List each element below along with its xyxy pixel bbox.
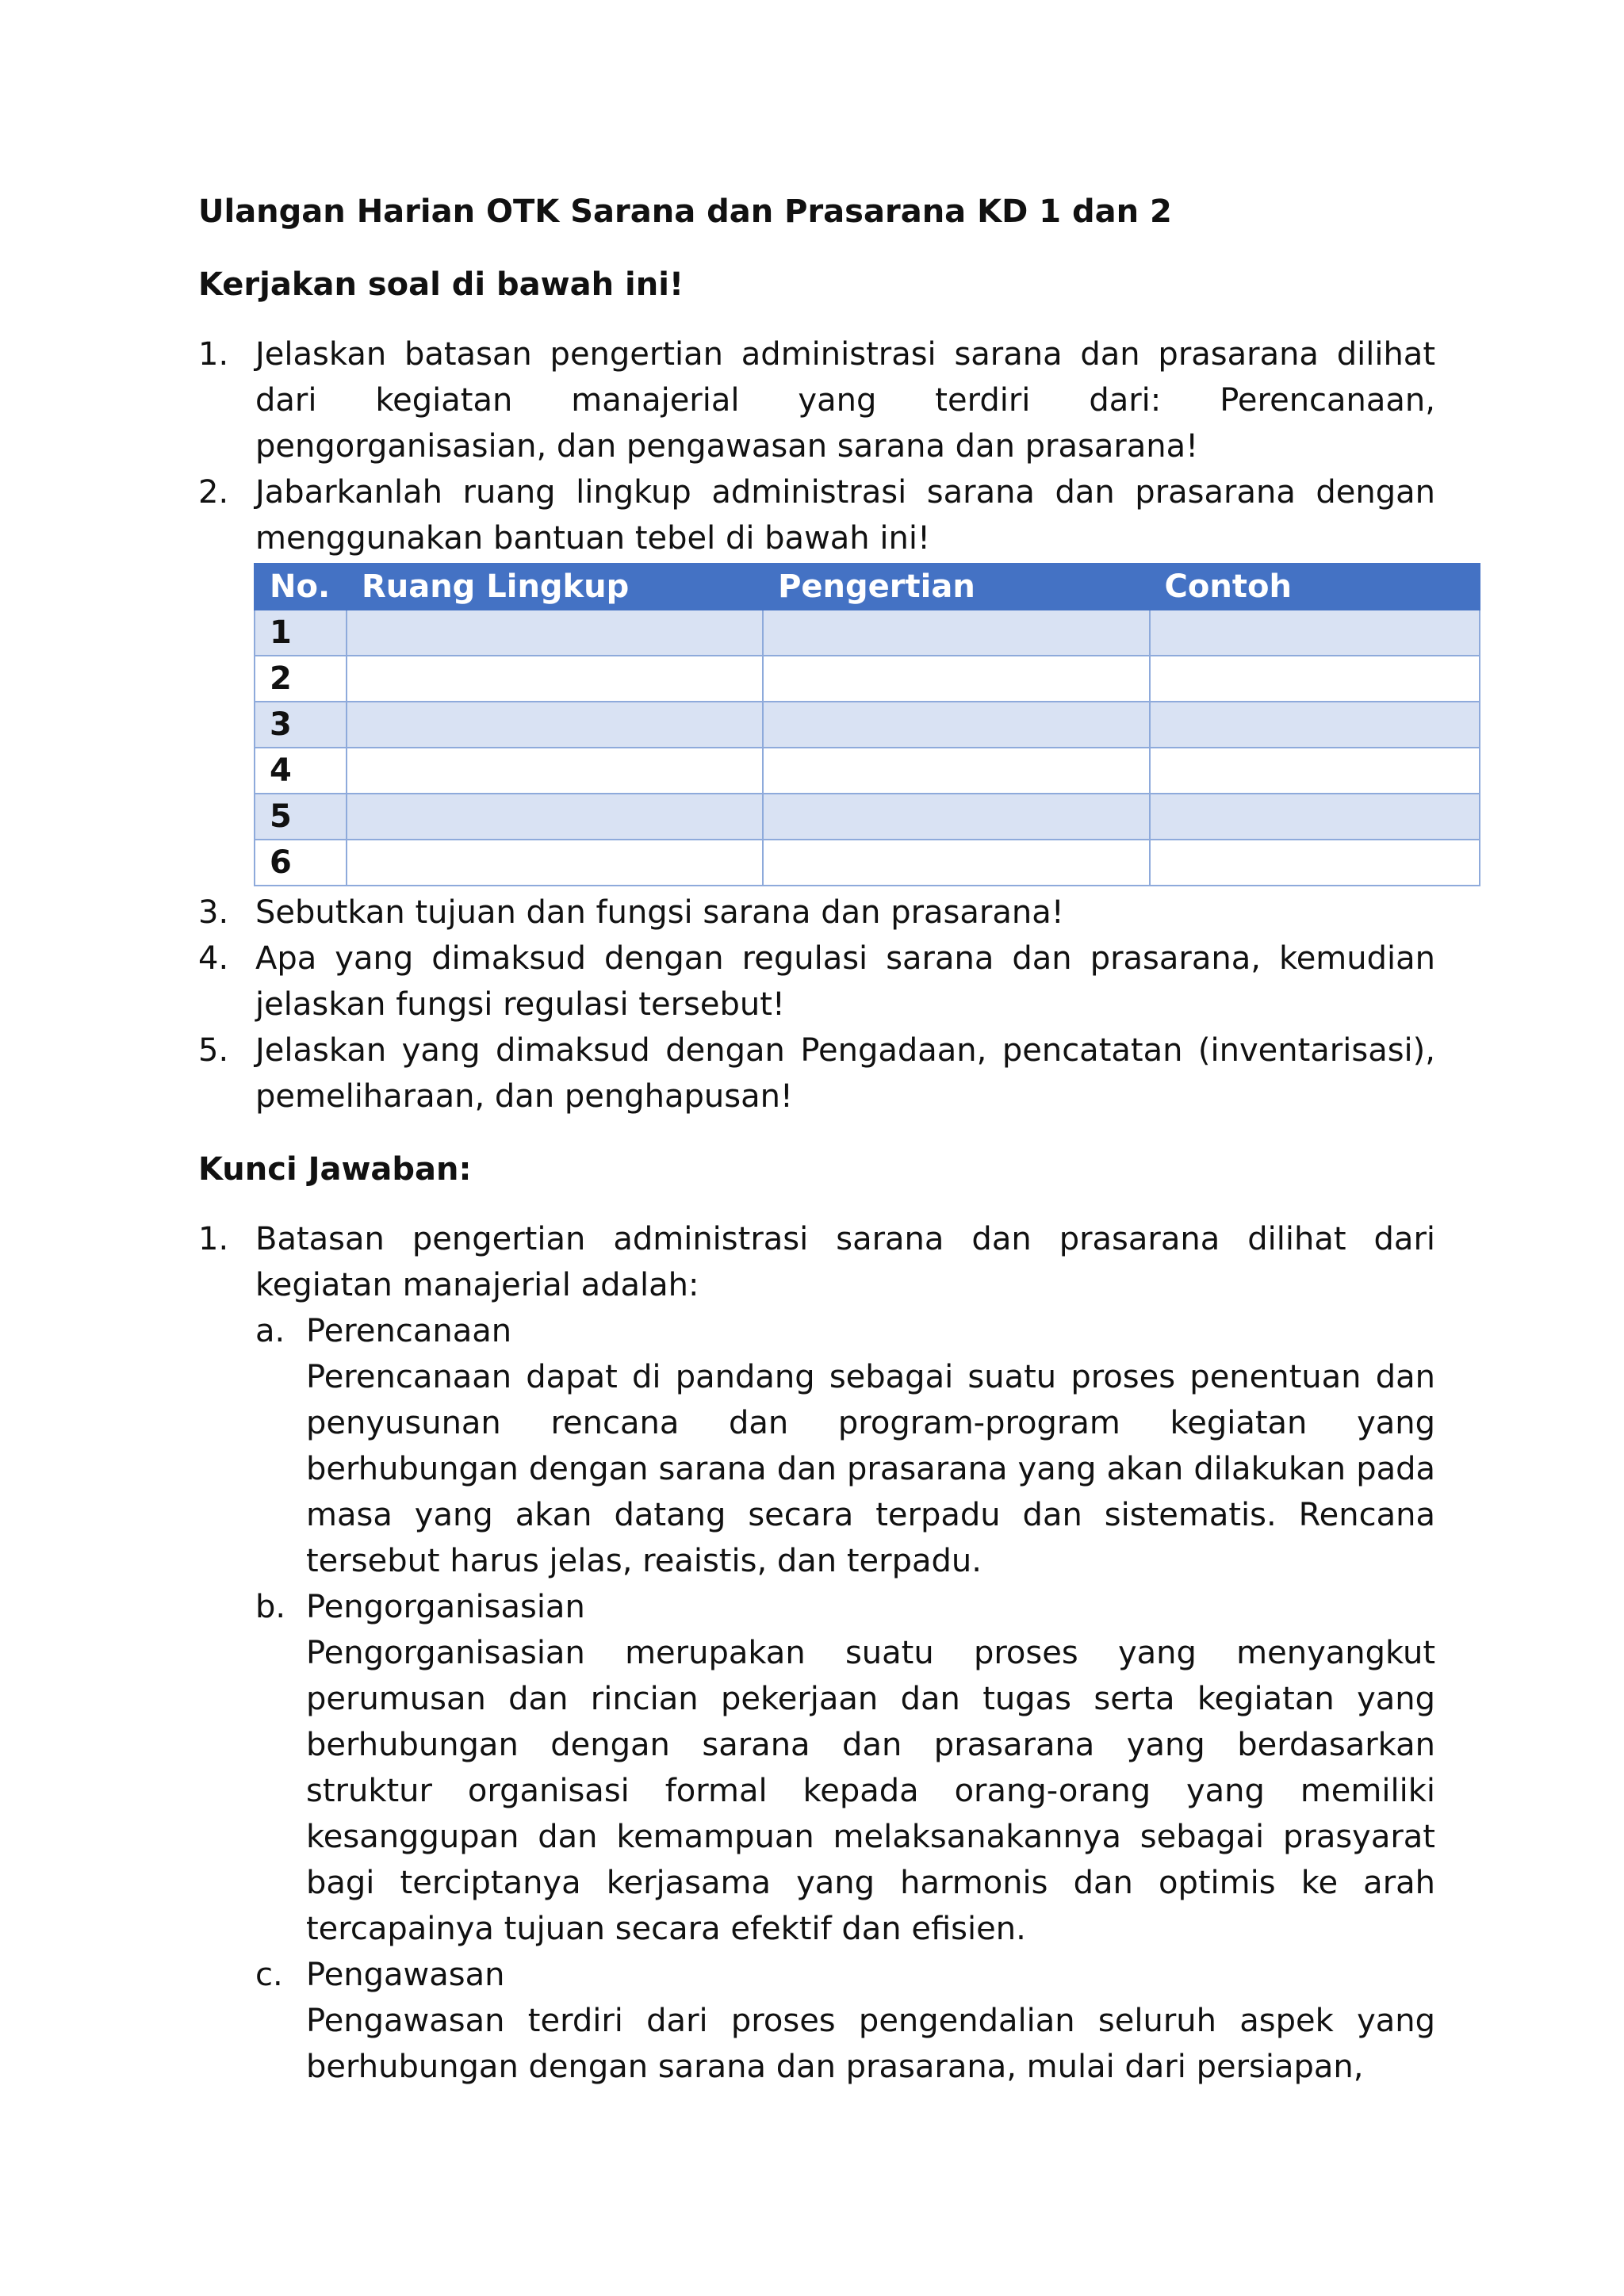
pengertian-cell <box>763 702 1149 748</box>
answer-item <box>198 1216 1435 2090</box>
question-number: 1. <box>198 336 229 373</box>
table-row <box>255 794 1480 840</box>
instruction-heading: Kerjakan soal di bawah ini! <box>198 266 684 303</box>
contoh-cell <box>1150 610 1480 656</box>
contoh-cell <box>1150 702 1480 748</box>
row-number: 4 <box>255 748 347 794</box>
question-list-continued <box>198 890 1435 1119</box>
answer-sub-list <box>255 1308 1435 2090</box>
scope-table <box>254 563 1480 886</box>
table-row <box>255 610 1480 656</box>
sub-item-title: Pengorganisasian <box>306 1589 585 1625</box>
question-number: 2. <box>198 474 229 511</box>
ruang-lingkup-cell <box>347 702 763 748</box>
question-number: 3. <box>198 894 229 931</box>
table-row <box>255 702 1480 748</box>
question-number: 5. <box>198 1032 229 1069</box>
ruang-lingkup-cell <box>347 794 763 840</box>
question-text: Apa yang dimaksud dengan regulasi sarana dan prasarana, kemudian jelaskan fungsi regulasi tersebut! <box>255 940 1435 1023</box>
header-ruang-lingkup: Ruang Lingkup <box>347 564 763 610</box>
sub-item-letter: c. <box>255 1957 283 1993</box>
table-row <box>255 748 1480 794</box>
ruang-lingkup-cell <box>347 748 763 794</box>
sub-item-title: Perencanaan <box>306 1313 512 1349</box>
header-pengertian: Pengertian <box>763 564 1149 610</box>
sub-item-text: Pengorganisasian merupakan suatu proses yang menyangkut perumusan dan rincian pekerjaan dan tugas serta kegiatan yang berhubungan dengan sarana dan prasarana yang berdasarkan struktur organisasi formal kepada orang-orang yang memiliki kesanggupan dan kemampuan melaksanakannya sebagai prasyarat bagi terciptanya kerjasama yang harmonis dan optimis ke arah tercapainya tujuan secara efektif dan efisien. <box>306 1635 1435 1947</box>
row-number: 2 <box>255 656 347 702</box>
answer-sub-item <box>255 1952 1435 2090</box>
row-number: 1 <box>255 610 347 656</box>
answer-number: 1. <box>198 1221 229 1257</box>
contoh-cell <box>1150 840 1480 886</box>
pengertian-cell <box>763 610 1149 656</box>
ruang-lingkup-cell <box>347 840 763 886</box>
table-row <box>255 840 1480 886</box>
answer-list <box>198 1216 1435 2090</box>
answer-sub-item <box>255 1308 1435 1584</box>
question-number: 4. <box>198 940 229 977</box>
question-text: Jelaskan batasan pengertian administrasi sarana dan prasarana dilihat dari kegiatan manajerial yang terdiri dari: Perencanaan, pengorganisasian, dan pengawasan sarana dan prasarana! <box>255 336 1435 465</box>
table-header-row <box>255 564 1480 610</box>
sub-item-title: Pengawasan <box>306 1957 505 1993</box>
contoh-cell <box>1150 656 1480 702</box>
question-item <box>198 1027 1435 1119</box>
question-item <box>198 936 1435 1027</box>
sub-item-text: Perencanaan dapat di pandang sebagai suatu proses penentuan dan penyusunan rencana dan program-program kegiatan yang berhubungan dengan sarana dan prasarana yang akan dilakukan pada masa yang akan datang secara terpadu dan sistematis. Rencana tersebut harus jelas, reaistis, dan terpadu. <box>306 1359 1435 1579</box>
header-no: No. <box>255 564 347 610</box>
question-list <box>198 331 1435 561</box>
sub-item-letter: a. <box>255 1313 285 1349</box>
document-title: Ulangan Harian OTK Sarana dan Prasarana KD 1 dan 2 <box>198 193 1172 230</box>
question-text: Jabarkanlah ruang lingkup administrasi sarana dan prasarana dengan menggunakan bantuan tebel di bawah ini! <box>255 474 1435 557</box>
contoh-cell <box>1150 794 1480 840</box>
document-page <box>198 189 1435 2090</box>
answer-intro: Batasan pengertian administrasi sarana dan prasarana dilihat dari kegiatan manajerial adalah: <box>255 1221 1435 1303</box>
contoh-cell <box>1150 748 1480 794</box>
pengertian-cell <box>763 794 1149 840</box>
ruang-lingkup-cell <box>347 656 763 702</box>
answer-key-heading: Kunci Jawaban: <box>198 1151 472 1188</box>
question-item <box>198 890 1435 936</box>
question-item <box>198 469 1435 561</box>
sub-item-text: Pengawasan terdiri dari proses pengendalian seluruh aspek yang berhubungan dengan sarana dan prasarana, mulai dari persiapan, <box>306 2003 1435 2085</box>
answer-sub-item <box>255 1584 1435 1952</box>
ruang-lingkup-cell <box>347 610 763 656</box>
question-text: Sebutkan tujuan dan fungsi sarana dan prasarana! <box>255 894 1064 931</box>
sub-item-letter: b. <box>255 1589 286 1625</box>
pengertian-cell <box>763 748 1149 794</box>
row-number: 6 <box>255 840 347 886</box>
question-item <box>198 331 1435 469</box>
header-contoh: Contoh <box>1150 564 1480 610</box>
question-text: Jelaskan yang dimaksud dengan Pengadaan, pencatatan (inventarisasi), pemeliharaan, dan penghapusan! <box>255 1032 1435 1115</box>
row-number: 3 <box>255 702 347 748</box>
pengertian-cell <box>763 656 1149 702</box>
row-number: 5 <box>255 794 347 840</box>
table-row <box>255 656 1480 702</box>
pengertian-cell <box>763 840 1149 886</box>
